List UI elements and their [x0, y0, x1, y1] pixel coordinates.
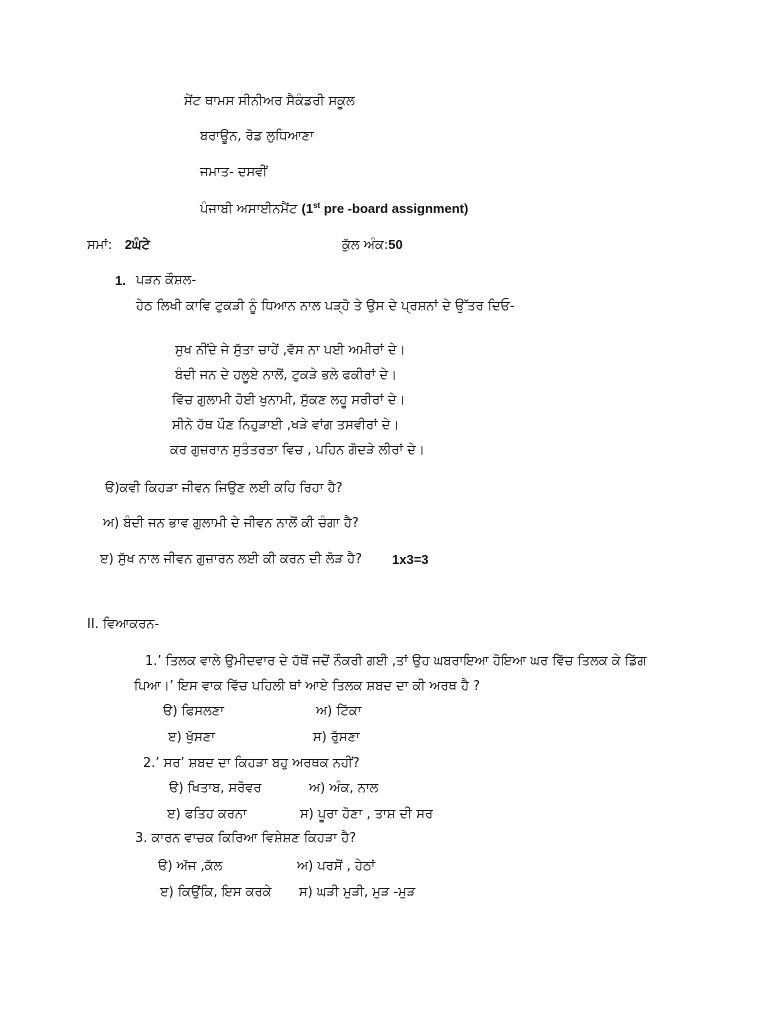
time-row: [87, 237, 150, 254]
q2-option-b: ਅ) ਅੰਕ, ਨਾਲ: [309, 781, 379, 796]
assignment-title-sup: st: [313, 201, 321, 210]
poem-line: ਸੁਖ ਨੀਂਦੇ ਜੇ ਸੁੱਤਾ ਚਾਹੇਂ ,ਵੱਸ ਨਾ ਪਈ ਅਮੀਰਾਂ ਦੇ।: [175, 343, 406, 358]
time-label: ਸਮਾਂ:: [87, 238, 113, 253]
assignment-title-punjabi: ਪੰਜਾਬੀ ਅਸਾਈਨਮੈਂਟ: [200, 202, 298, 217]
question-marks: 1x3=3: [392, 552, 429, 567]
q3-option-c: ੲ) ਕਿਉਂਕਿ, ਇਸ ਕਰਕੇ: [160, 885, 272, 900]
q1-option-c: ੲ) ਖੁੱਸਣਾ: [168, 730, 215, 745]
q2-option-d: ਸ) ਪੂਰਾ ਹੋਣਾ , ਤਾਸ਼ ਦੀ ਸਰ: [300, 807, 433, 822]
assignment-title: [200, 201, 468, 218]
question-c: ੲ) ਸੁੱਖ ਨਾਲ ਜੀਵਨ ਗੁਜ਼ਾਰਨ ਲਈ ਕੀ ਕਰਨ ਦੀ ਲੋੜ ਹੈ?: [100, 552, 363, 567]
q3-option-a: ੳ) ਅੱਜ ,ਕੱਲ: [158, 859, 223, 874]
q3-text: 3. ਕਾਰਨ ਵਾਚਕ ਕਿਰਿਆ ਵਿਸ਼ੇਸ਼ਣ ਕਿਹੜਾ ਹੈ?: [135, 831, 357, 846]
q2-option-c: ੲ) ਫਤਿਹ ਕਰਨਾ: [167, 807, 247, 822]
school-name: ਸੇਂਟ ਥਾਮਸ ਸੀਨੀਅਰ ਸੈਕੰਡਰੀ ਸਕੂਲ: [184, 94, 355, 109]
poem-line: ਕਰ ਗੁਜ਼ਰਾਨ ਸੁਤੰਤਰਤਾ ਵਿਚ , ਪਹਿਨ ਗੋਦੜੇ ਲੀਰਾਂ ਦੇ।: [170, 443, 425, 458]
poem-line: ਵਿੱਚ ਗੁਲਾਮੀ ਹੋਈ ਖੁਨਾਮੀ, ਸੁੱਕਣ ਲਹੂ ਸਰੀਰਾਂ ਦੇ।: [172, 393, 406, 408]
marks-row: [342, 237, 403, 254]
time-value: 2ਘੰਟੇ: [124, 237, 150, 252]
q3-option-d: ਸ) ਘੜੀ ਮੁੜੀ, ਮੁੜ -ਮੁੜ: [299, 885, 416, 900]
q3-option-b: ਅ) ਪਰਸੋਂ , ਹੇਠਾਂ: [297, 859, 376, 874]
section1-number: 1.: [115, 273, 126, 288]
q2-option-a: ੳ) ਖਿਤਾਬ, ਸਰੋਵਰ: [169, 781, 262, 796]
q1-line2: ਪਿਆ।’ ਇਸ ਵਾਕ ਵਿੱਚ ਪਹਿਲੀ ਥਾਂ ਆਏ ਤਿਲਕ ਸ਼ਬਦ ਦਾ ਕੀ ਅਰਥ ਹੈ ?: [134, 679, 481, 694]
assignment-title-open: (1: [301, 201, 314, 216]
school-address: ਬਰਾਊਨ, ਰੋਡ ਲੁਧਿਆਣਾ: [200, 129, 314, 144]
q2-text: 2.’ ਸਰ’ ਸ਼ਬਦ ਦਾ ਕਿਹੜਾ ਬਹੁ ਅਰਥਕ ਨਹੀਂ?: [143, 756, 360, 771]
poem-line: ਸੀਨੇ ਹੱਥ ਪੌਣ ਨਿਹੁੜਾਈ ,ਖੜੇ ਵਾਂਗ ਤਸਵੀਰਾਂ ਦੇ।: [172, 418, 400, 433]
section1-instruction: ਹੇਠ ਲਿਖੀ ਕਾਵਿ ਟੁਕੜੀ ਨੂੰ ਧਿਆਨ ਨਾਲ ਪੜ੍ਹੋ ਤੇ ਉਸ ਦੇ ਪ੍ਰਸ਼ਨਾਂ ਦੇ ਉੱਤਰ ਦਿਓ-: [136, 299, 515, 314]
marks-value: 50: [388, 237, 403, 252]
question-b: ਅ) ਬੰਦੀ ਜਨ ਭਾਵ ਗੁਲਾਮੀ ਦੇ ਜੀਵਨ ਨਾਲੋਂ ਕੀ ਚੰਗਾ ਹੈ?: [103, 516, 359, 531]
question-a: ੳ)ਕਵੀ ਕਿਹੜਾ ਜੀਵਨ ਜਿਉਣ ਲਈ ਕਹਿ ਰਿਹਾ ਹੈ?: [105, 481, 343, 496]
q1-line1: 1.’ ਤਿਲਕ ਵਾਲੇ ਉਮੀਦਵਾਰ ਦੇ ਹੱਥੋਂ ਜਦੋਂ ਨੌਕਰੀ ਗਈ ,ਤਾਂ ਉਹ ਘਬਰਾਇਆ ਹੋਇਆ ਘਰ ਵਿੱਚ ਤਿਲਕ ਕੇ ਡਿੱਗ: [145, 654, 647, 669]
assignment-title-english: pre -board assignment): [320, 201, 469, 216]
poem-line: ਬੰਦੀ ਜਨ ਦੇ ਹਲੂਏ ਨਾਲੋਂ, ਟੁਕੜੇ ਭਲੇ ਫਕੀਰਾਂ ਦੇ।: [175, 368, 397, 383]
section2-heading: II. ਵਿਆਕਰਨ-: [87, 617, 160, 632]
q1-option-a: ੳ) ਫਿਸਲਣਾ: [163, 704, 224, 719]
class-label: ਜਮਾਤ- ਦਸਵੀਂ: [200, 165, 268, 180]
q1-option-d: ਸ) ਰੁੱਸਣਾ: [313, 730, 360, 745]
section1-heading: ਪੜਨ ਕੌਸ਼ਲ-: [136, 273, 197, 288]
marks-label: ਕੁੱਲ ਅੰਕ:: [342, 238, 389, 253]
q1-option-b: ਅ) ਟਿੱਕਾ: [316, 704, 362, 719]
